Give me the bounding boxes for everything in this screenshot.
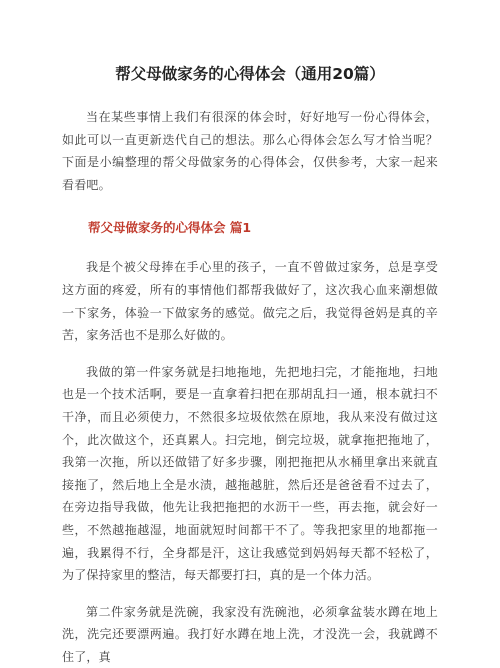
document-title: 帮父母做家务的心得体会（通用20篇） xyxy=(115,65,385,83)
body-paragraph: 我做的第一件家务就是扫地拖地，先把地扫完，才能拖地，扫地也是一个技术活啊，要是一直拿着扫把在那胡乱扫一通，根本就扫不干净，而且必须使力，不然很多垃圾依然在原地，我从来没有做过这个，此次做这个，还真累人。扫完地，倒完垃圾，就拿拖把拖地了，我第一次拖，所以还做错了好多步骤，刚把拖把从水桶里拿出来就直接拖了，然后地上全是水渍，越拖越脏，然后还是爸爸看不过去了，在旁边指导我做，他先让我把拖把的水沥干一些，再去拖，就会好一些，不然越拖越湿，地面就短时间都干不了。等我把家里的地都拖一遍，我累得不行，全身都是汗，这让我感觉到妈妈每天都不轻松了，为了保持家里的整洁，每天都要打扫，真的是一个体力活。 xyxy=(62,364,438,583)
intro-paragraph: 当在某些事情上我们有很深的体会时，好好地写一份心得体会，如此可以一直更新迭代自己的想法。那么心得体会怎么写才恰当呢？下面是小编整理的帮父母做家务的心得体会，仅供参考，大家一起来看看吧。 xyxy=(62,110,438,192)
section-heading: 帮父母做家务的心得体会 篇1 xyxy=(88,220,252,236)
body-paragraph: 第二件家务就是洗碗，我家没有洗碗池，必须拿盆装水蹲在地上洗，洗完还要漂两遍。我打好水蹲在地上洗，才没洗一会，我就蹲不住了，真 xyxy=(62,604,438,664)
body-paragraph: 我是个被父母捧在手心里的孩子，一直不曾做过家务，总是享受这方面的疼爱，所有的事情他们都帮我做好了，这次我心血来潮想做一下家务，体验一下做家务的感觉。做完之后，我觉得爸妈是真的辛苦，家务活也不是那么好做的。 xyxy=(62,260,438,343)
